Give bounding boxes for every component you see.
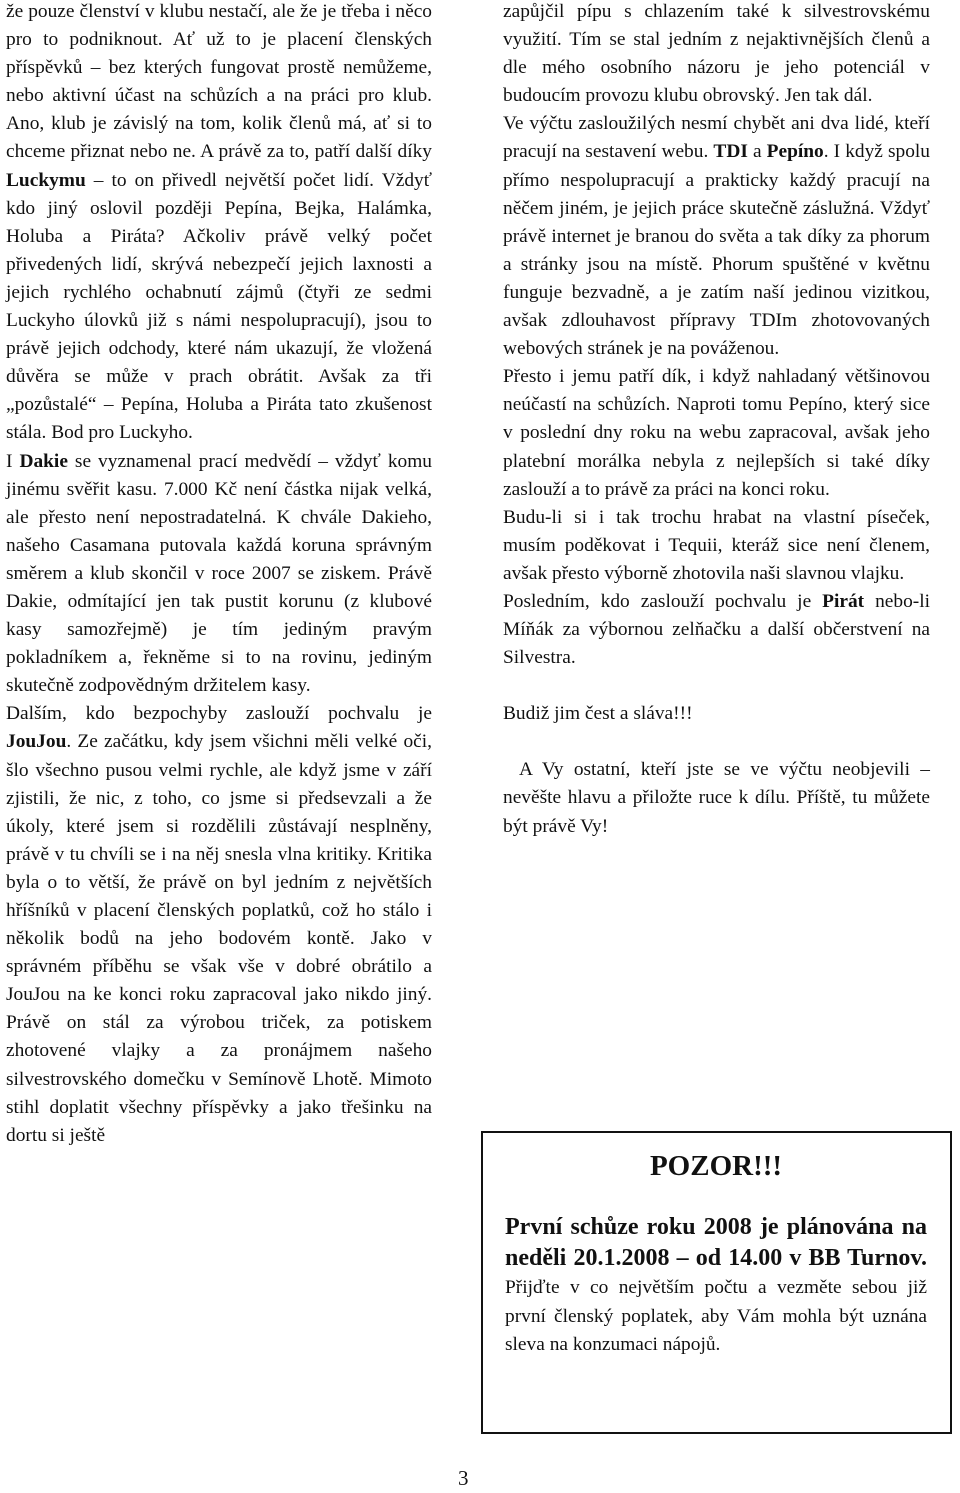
paragraph-tequia: Budu-li si i tak trochu hrabat na vlastní píseček, musím poděkovat i Tequii, kteráž sice není členem, avšak přesto výborně zhotovila naši slavnou vlajku. [503,506,930,584]
paragraph-thanks: Přesto i jemu patří dík, i když nahladaný většinovou neúčastí na schůzích. Naproti tomu Pepíno, který sice v poslední dny roku na webu zapracoval, avšak jeho platební morálka nebyla z nejlepších si také díky zaslouží a to právě za práci na konci roku. [503,366,930,500]
left-column [6,0,432,1150]
name-tdi: TDI [713,141,748,163]
name-joujou: JouJou [6,731,67,753]
name-pepino: Pepíno [766,141,824,163]
name-lucky: Luckymu [6,169,86,191]
notice-text: Přijďte v co největším počtu a vezměte sebou již první členský poplatek, aby Vám mohla být uznána sleva na konzumaci nápojů. [505,1277,927,1356]
name-dakie: Dakie [19,450,68,472]
paragraph-joujou: Dalším, kdo bezpochyby zaslouží pochvalu je JouJou. Ze začátku, kdy jsem všichni měli velké oči, šlo všechno pusou velmi rychle, ale když jsme v září zjistili, že nic, z toho, co jsme si předsevzali a že úkoly, které jsem si rozdělili zůstávají nesplněny, právě v tu chvíli se i na něj snesla vlna kritiky. Kritika byla o to větší, že právě on byl jedním z největších hříšníků v placení členských poplatků, což ho stálo i několik bodů na jeho bodovém kontě. Jako v správném příběhu se však vše v dobré obrátilo a JouJou na ke konci roku zapracoval jako nikdo jiný. Právě on stál za výrobou triček, za potiskem zhotovené vlajky a za pronájmem našeho silvestrovského domečku v Semínově Lhotě. Mimoto stihl doplatit všechny příspěvky a jako třešinku na dortu si ještě [6,703,432,1146]
notice-box [481,1131,952,1434]
paragraph-dakie: I Dakie se vyznamenal prací medvědí – vždyť komu jinému svěřit kasu. 7.000 Kč není částka nijak velká, ale přesto není nepostradatelná. K chvále Dakieho, našeho Casamana putovala každá koruna správným směrem a klub skončil v roce 2007 se ziskem. Právě Dakie, odmítající jen tak pustit korunu (z klubové kasy samozřejmě) je tím jediným pravým pokladníkem a, řekněme si to na rovinu, jediným skutečně zodpovědným držitelem kasy. [6,450,432,697]
notice-body [505,1213,927,1360]
right-column [503,0,930,841]
paragraph-pirat: Posledním, kdo zaslouží pochvalu je Pirát nebo-li Míňák za výbornou zelňačku a další občerstvení na Silvestra. [503,590,930,669]
name-pirat: Pirát [822,590,865,612]
paragraph-joujou-continued: zapůjčil pípu s chlazením také k silvestrovskému využití. Tím se stal jedním z nejaktivnějších členů a dle mého osobního názoru je jeho potenciál v budoucím provozu klubu obrovský. Jen tak dál. [503,1,930,107]
paragraph-lucky: že pouze členství v klubu nestačí, ale že je třeba i něco pro to podniknout. Ať už to je placení členských příspěvků – bez kterých fungovat prostě nemůžeme, nebo aktivní účast na schůzích a na práci pro klub. Ano, klub je závislý na tom, kolik členů má, ať si to chceme přiznat nebo ne. A právě za to, patří další díky Luckymu – to on přivedl největší počet lidí. Vždyť kdo jiný oslovil později Pepína, Bejka, Halámka, Holuba a Piráta? Ačkoliv právě velký počet přivedených lidí, skrývá nebezpečí jejich laxnosti a jejich rychlého ochabnutí zájmů (čtyři ze sedmi Luckyho úlovků již s námi nespolupracují), jsou to právě jejich odchody, které nám ukazují, že vložená důvěra se může v prach obrátit. Avšak za tři „pozůstalé“ – Pepína, Holuba a Piráta tato zkušenost stála. Bod pro Luckyho. [6,1,432,444]
notice-meeting-info: První schůze roku 2008 je plánována na neděli 20.1.2008 – od 14.00 v BB Turnov. [505,1214,927,1271]
page-number: 3 [458,1466,469,1490]
paragraph-web: Ve výčtu zasloužilých nesmí chybět ani dva lidé, kteří pracují na sestavení webu. TDI a Pepíno. I když spolu přímo nespolupracují a prakticky každý pracují na něčem jiném, je jejich práce skutečně záslužná. Vždyť právě internet je branou do světa a tak díky za phorum a stránky jsou na místě. Phorum spuštěné v květnu funguje bezvadně, a je zatím naší jedinou vizitkou, avšak zdlouhavost přípravy TDIm zhotovovaných webových stránek je na pováženou. [503,113,931,360]
paragraph-others: A Vy ostatní, kteří jste se ve výčtu neobjevili – nevěšte hlavu a přiložte ruce k dílu. Příště, tu můžete být právě Vy! [503,759,930,837]
notice-title: POZOR!!! [649,1150,783,1182]
paragraph-glory: Budiž jim čest a sláva!!! [503,703,693,725]
